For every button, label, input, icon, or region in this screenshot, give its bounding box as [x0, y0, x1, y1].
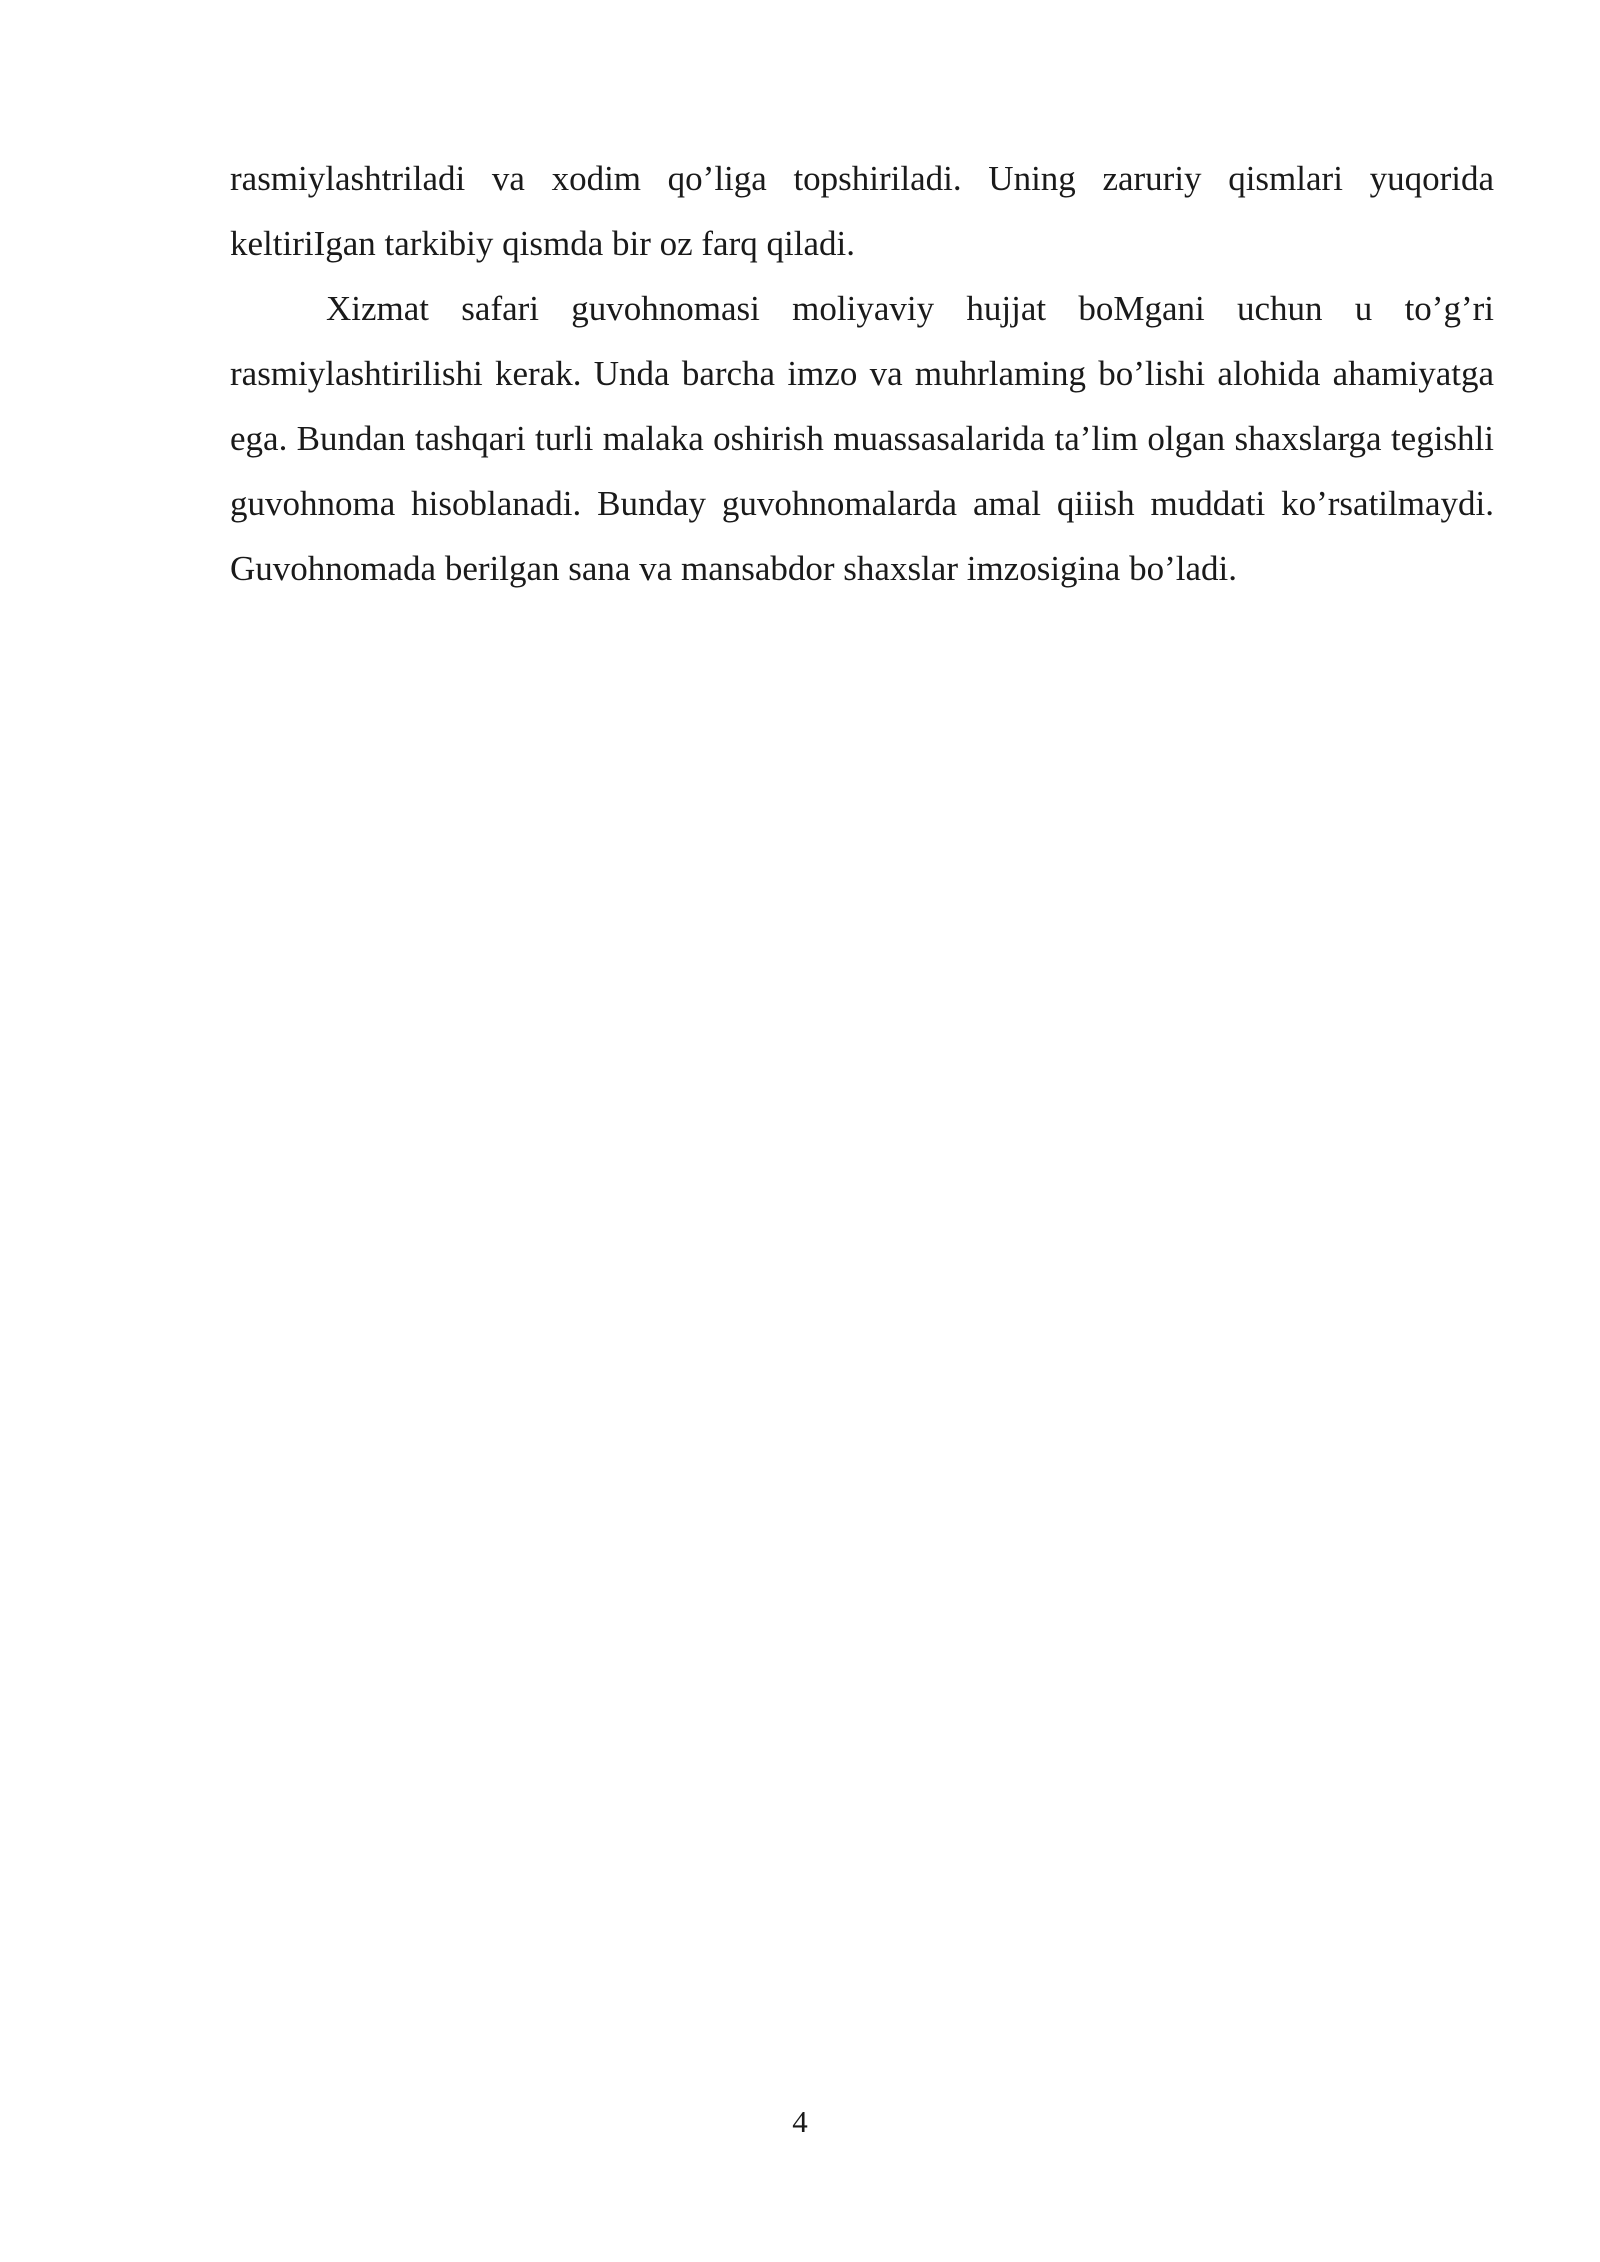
paragraph-continuation: rasmiylashtriladi va xodim qo’liga topshiriladi. Uning zaruriy qismlari yuqorida keltiriIgan tarkibiy qismda bir oz farq qiladi.	[230, 159, 1494, 263]
paragraph-travel-certificate: Xizmat safari guvohnomasi moliyaviy hujjat boMgani uchun u to’g’ri rasmiylashtirilishi kerak. Unda barcha imzo va muhrlaming bo’lishi alohida ahamiyatga ega. Bundan tashqari turli malaka oshirish muassasalarida ta’lim olgan shaxslarga tegishli guvohnoma hisoblanadi. Bunday guvohnomalarda amal qiiish muddati ko’rsatilmaydi. Guvohnomada berilgan sana va mansabdor shaxslar imzosigina bo’ladi.	[230, 289, 1494, 588]
body-text	[230, 146, 1494, 601]
page-number: 4	[792, 2104, 808, 2139]
